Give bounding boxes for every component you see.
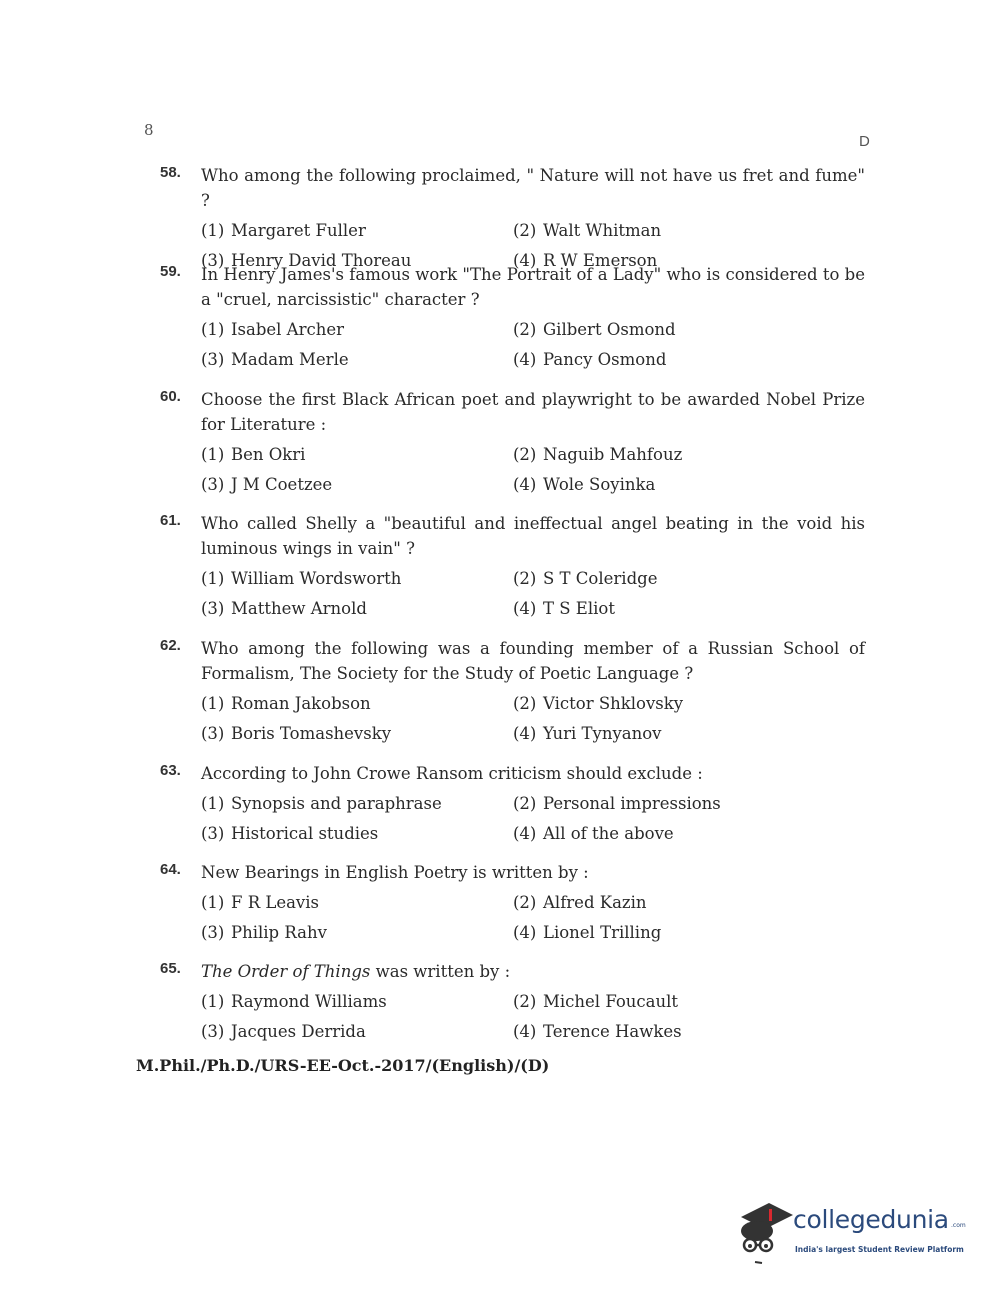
option-1: (1) Ben Okri — [201, 445, 306, 464]
option-3: (3) Henry David Thoreau — [201, 251, 412, 270]
question-text: Choose the first Black African poet and playwright to be awarded Nobel Prize for Literature : — [201, 390, 865, 434]
option-4: (4) T S Eliot — [513, 599, 615, 618]
options — [201, 791, 865, 846]
question-60 — [160, 387, 865, 497]
option-4: (4) Terence Hawkes — [513, 1022, 682, 1041]
question-63 — [160, 761, 865, 846]
book-title: The Order of Things — [201, 962, 371, 981]
question-number: 62. — [160, 637, 181, 654]
option-3: (3) Philip Rahv — [201, 923, 327, 942]
option-3: (3) Madam Merle — [201, 350, 349, 369]
question-text: In Henry James's famous work "The Portrait of a Lady" who is considered to be a "cruel, narcissistic" character ? — [201, 265, 865, 309]
question-text: New Bearings in English Poetry is written by : — [201, 863, 589, 882]
option-1: (1) Margaret Fuller — [201, 221, 366, 240]
option-3: (3) Boris Tomashevsky — [201, 724, 392, 743]
option-4: (4) All of the above — [513, 824, 674, 843]
option-4: (4) Pancy Osmond — [513, 350, 667, 369]
option-3: (3) Historical studies — [201, 824, 379, 843]
options — [201, 566, 865, 621]
option-2: (2) Personal impressions — [513, 794, 721, 813]
page-number: 8 — [144, 121, 154, 139]
option-1: (1) Raymond Williams — [201, 992, 387, 1011]
option-2: (2) Walt Whitman — [513, 221, 662, 240]
option-1: (1) F R Leavis — [201, 893, 319, 912]
logo-domain-suffix: .com — [951, 1222, 966, 1229]
question-number: 59. — [160, 263, 181, 280]
question-text: According to John Crowe Ransom criticism should exclude : — [201, 764, 703, 783]
collegedunia-logo[interactable] — [735, 1195, 965, 1270]
option-4: (4) Wole Soyinka — [513, 475, 656, 494]
options — [201, 442, 865, 497]
set-code: D — [859, 133, 870, 150]
question-number: 63. — [160, 762, 181, 779]
options — [201, 890, 865, 945]
option-2: (2) Gilbert Osmond — [513, 320, 676, 339]
options — [201, 989, 865, 1044]
option-1: (1) Synopsis and paraphrase — [201, 794, 442, 813]
question-61 — [160, 511, 865, 621]
question-text: Who among the following proclaimed, " Nature will not have us fret and fume" ? — [201, 166, 865, 210]
option-2: (2) Naguib Mahfouz — [513, 445, 683, 464]
question-59 — [160, 262, 865, 372]
option-4: (4) Lionel Trilling — [513, 923, 662, 942]
question-65 — [160, 959, 865, 1044]
option-2: (2) Victor Shklovsky — [513, 694, 684, 713]
options — [201, 691, 865, 746]
option-1: (1) William Wordsworth — [201, 569, 402, 588]
question-62 — [160, 636, 865, 746]
question-text: The Order of Things was written by : — [201, 962, 511, 981]
question-58 — [160, 163, 865, 273]
option-1: (1) Isabel Archer — [201, 320, 344, 339]
option-3: (3) Matthew Arnold — [201, 599, 367, 618]
question-number: 61. — [160, 512, 181, 529]
student-mascot-icon — [735, 1195, 795, 1265]
paper-code-footer: M.Phil./Ph.D./URS-EE-Oct.-2017/(English)/(D) — [136, 1056, 550, 1075]
option-3: (3) Jacques Derrida — [201, 1022, 366, 1041]
question-number: 65. — [160, 960, 181, 977]
option-2: (2) Michel Foucault — [513, 992, 679, 1011]
options — [201, 317, 865, 372]
option-2: (2) S T Coleridge — [513, 569, 658, 588]
question-number: 60. — [160, 388, 181, 405]
option-4: (4) R W Emerson — [513, 251, 658, 270]
logo-tagline: India's largest Student Review Platform — [795, 1245, 964, 1254]
option-1: (1) Roman Jakobson — [201, 694, 371, 713]
option-3: (3) J M Coetzee — [201, 475, 333, 494]
logo-brand-text: collegedunia — [793, 1205, 949, 1234]
question-text: Who among the following was a founding member of a Russian School of Formalism, The Society for the Study of Poetic Language ? — [201, 639, 865, 683]
question-text: Who called Shelly a "beautiful and ineffectual angel beating in the void his luminous wings in vain" ? — [201, 514, 865, 558]
option-4: (4) Yuri Tynyanov — [513, 724, 662, 743]
question-64 — [160, 860, 865, 945]
option-2: (2) Alfred Kazin — [513, 893, 647, 912]
question-number: 64. — [160, 861, 181, 878]
question-number: 58. — [160, 164, 181, 181]
